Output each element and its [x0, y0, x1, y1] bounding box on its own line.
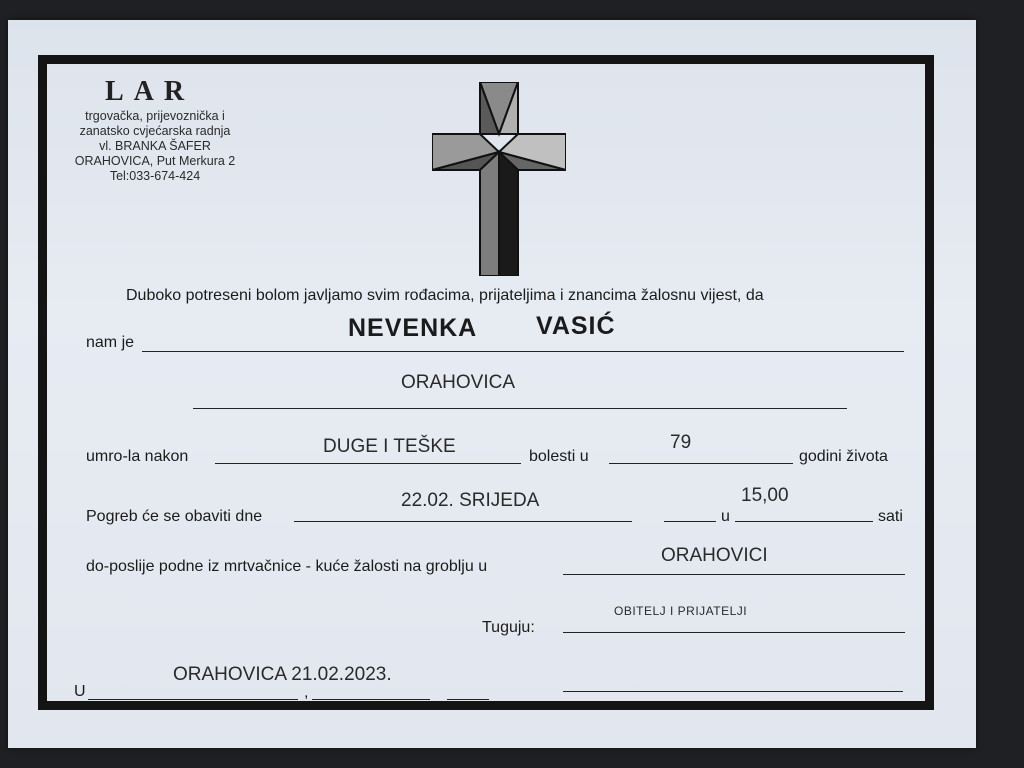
logo-address-block [60, 109, 250, 184]
logo-line: vl. BRANKA ŠAFER [99, 139, 211, 153]
logo-line: ORAHOVICA, Put Merkura 2 [74, 154, 236, 168]
cross-icon [432, 82, 566, 276]
deceased-last-name: VASIĆ [536, 312, 616, 340]
hours-label: sati [878, 508, 903, 525]
age-label: godini života [799, 448, 888, 465]
issued-place-date: ORAHOVICA 21.02.2023. [173, 664, 392, 685]
funeral-time-line [735, 521, 873, 522]
illness-value: DUGE I TEŠKE [323, 436, 456, 457]
issued-place-line [88, 699, 298, 700]
place-line [193, 408, 847, 409]
issued-comma: , [304, 684, 309, 701]
deceased-first-name: NEVENKA [348, 314, 478, 342]
illness-label: bolesti u [529, 448, 589, 465]
logo-title: LAR [105, 76, 195, 107]
issued-date-line [312, 699, 430, 700]
deceased-place: ORAHOVICA [401, 372, 516, 393]
signature-line [563, 691, 903, 692]
died-label: umro-la nakon [86, 448, 189, 465]
intro-text: Duboko potreseni bolom javljamo svim rođacima, prijateljima i znancima žalosnu vijest, da [126, 287, 764, 304]
cemetery-line [563, 574, 905, 575]
illness-line [215, 463, 521, 464]
funeral-time: 15,00 [741, 485, 789, 506]
age-line [609, 463, 793, 464]
age-value: 79 [670, 432, 692, 453]
mourners-value: OBITELJ I PRIJATELJI [614, 604, 748, 618]
issued-year-line [447, 699, 489, 700]
mourners-label: Tuguju: [482, 619, 535, 636]
nam-je-label: nam je [86, 334, 135, 351]
funeral-label: Pogreb će se obaviti dne [86, 508, 263, 525]
name-line [142, 351, 904, 352]
mourners-line [563, 632, 905, 633]
logo-line: zanatsko cvjećarska radnja [79, 124, 231, 138]
cemetery-label: do-poslije podne iz mrtvačnice - kuće žalosti na groblju u [86, 558, 488, 575]
funeral-blank-line [664, 521, 716, 522]
at-label: u [721, 508, 730, 525]
funeral-date: 22.02. SRIJEDA [401, 490, 540, 511]
logo-line: trgovačka, prijevoznička i [85, 109, 225, 123]
logo-line: Tel:033-674-424 [109, 169, 201, 183]
funeral-date-line [294, 521, 632, 522]
cemetery-value: ORAHOVICI [661, 545, 768, 566]
issued-prefix: U [74, 683, 86, 700]
